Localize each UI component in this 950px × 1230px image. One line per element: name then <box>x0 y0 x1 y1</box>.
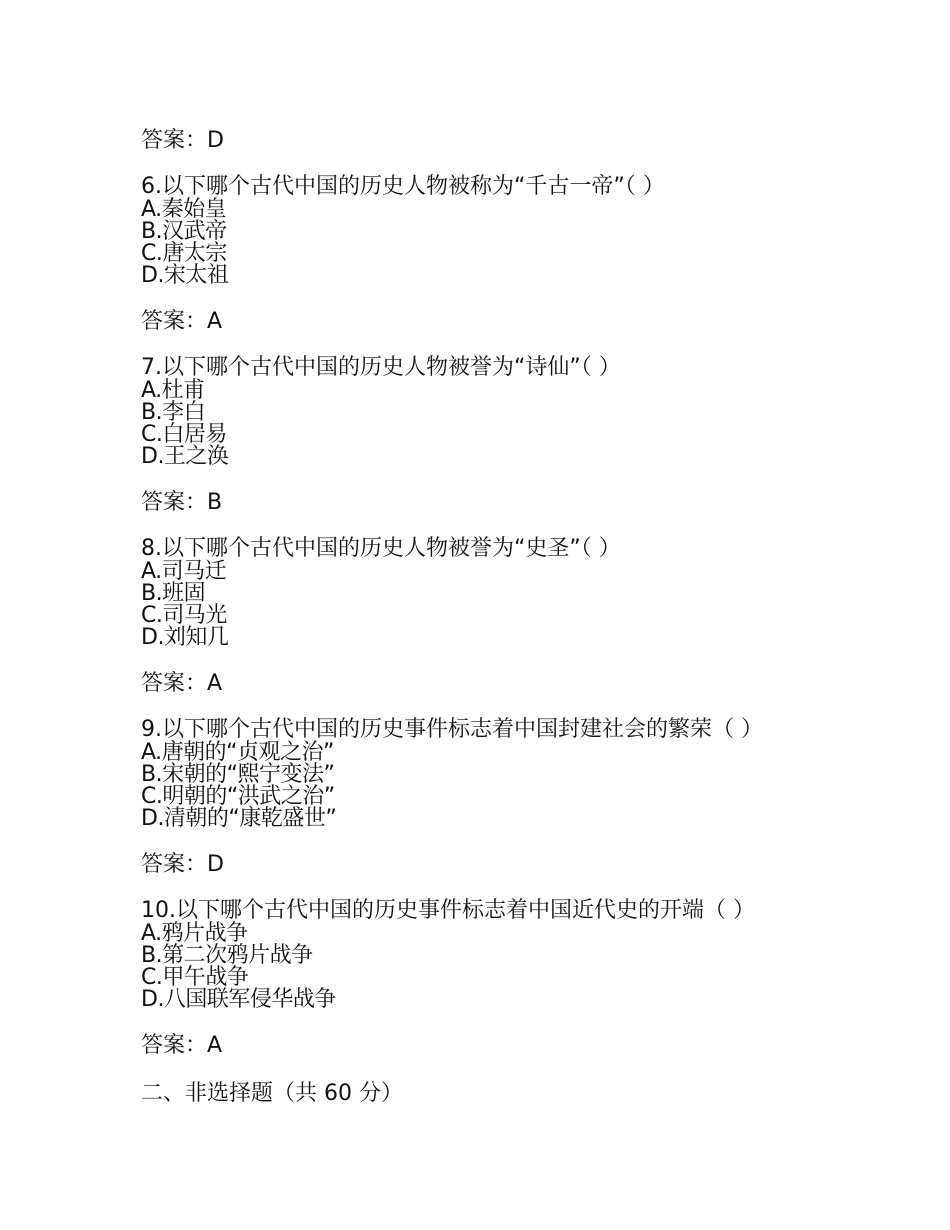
option-b: B.汉武帝 <box>141 219 227 244</box>
question-7 <box>141 356 821 516</box>
answer: 答案：A <box>141 671 223 696</box>
answer: 答案：A <box>141 309 223 334</box>
answer: 答案：D <box>141 852 224 877</box>
question-text: 9.以下哪个古代中国的历史事件标志着中国封建社会的繁荣（ ） <box>141 717 763 742</box>
option-c: C.明朝的“洪武之治” <box>141 784 335 809</box>
option-d: D.王之涣 <box>141 444 229 469</box>
answer: 答案：A <box>141 1033 223 1058</box>
option-c: C.白居易 <box>141 422 227 447</box>
option-c: C.唐太宗 <box>141 241 227 266</box>
question-text: 8.以下哪个古代中国的历史人物被誉为“史圣”（ ） <box>141 536 621 561</box>
option-a: A.司马迁 <box>141 559 227 584</box>
option-list <box>141 561 821 649</box>
option-a: A.秦始皇 <box>141 197 227 222</box>
option-list <box>141 742 821 830</box>
option-b: B.李白 <box>141 400 206 425</box>
option-d: D.清朝的“康乾盛世” <box>141 806 337 831</box>
option-a: A.唐朝的“贞观之治” <box>141 740 334 765</box>
section-heading: 二、非选择题（共 60 分） <box>141 1081 403 1106</box>
option-c: C.甲午战争 <box>141 965 249 990</box>
question-8 <box>141 537 821 697</box>
option-a: A.鸦片战争 <box>141 921 248 946</box>
option-list <box>141 380 821 468</box>
question-6 <box>141 175 821 335</box>
option-b: B.第二次鸦片战争 <box>141 943 313 968</box>
question-10 <box>141 899 821 1059</box>
question-text: 6.以下哪个古代中国的历史人物被称为“千古一帝”（ ） <box>141 174 665 199</box>
option-b: B.班固 <box>141 581 206 606</box>
option-c: C.司马光 <box>141 603 227 628</box>
option-d: D.刘知几 <box>141 625 229 650</box>
option-d: D.八国联军侵华战争 <box>141 987 336 1012</box>
option-list <box>141 199 821 287</box>
option-list <box>141 923 821 1011</box>
question-text: 10.以下哪个古代中国的历史事件标志着中国近代史的开端（ ） <box>141 898 755 923</box>
option-a: A.杜甫 <box>141 378 205 403</box>
document-page <box>141 128 821 1129</box>
option-d: D.宋太祖 <box>141 263 229 288</box>
answer: 答案：B <box>141 490 223 515</box>
question-text: 7.以下哪个古代中国的历史人物被誉为“诗仙”（ ） <box>141 355 621 380</box>
question-9 <box>141 718 821 878</box>
answer-q5: 答案：D <box>141 128 224 153</box>
option-b: B.宋朝的“熙宁变法” <box>141 762 335 787</box>
